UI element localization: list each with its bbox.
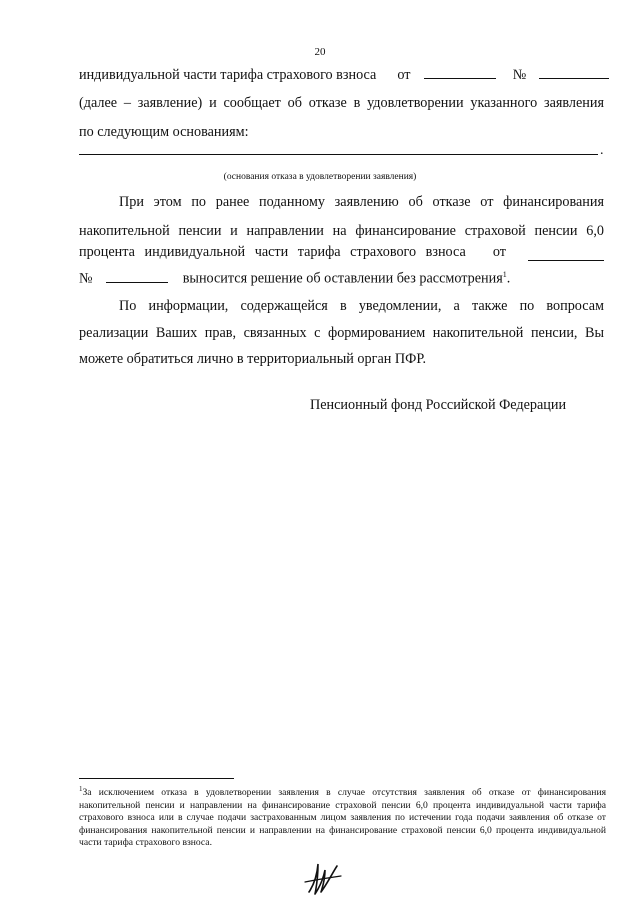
page-number: 20 xyxy=(314,46,326,58)
footnote xyxy=(79,783,606,850)
paragraph-2-line-4-end: . xyxy=(506,270,511,287)
text-line-1 xyxy=(79,64,604,84)
paragraph-2-line-3 xyxy=(79,243,604,261)
text-line-2: (далее – заявление) и сообщает об отказе в удовлетворении указанного заявления xyxy=(79,95,604,111)
paragraph-2-line-1: При этом по ранее поданному заявлению об отказе от финансирования xyxy=(119,194,604,210)
paragraph-2-line-3-from: от xyxy=(492,244,506,260)
signature-organization: Пенсионный фонд Российской Федерации xyxy=(310,397,567,413)
paragraph-2-line-4 xyxy=(79,266,604,288)
paragraph-2-line-2: накопительной пенсии и направлении на финансирование страховой пенсии 6,0 xyxy=(79,223,604,239)
footnote-marker: 1 xyxy=(79,785,83,793)
date-blank-2[interactable] xyxy=(528,246,604,261)
reason-blank-line[interactable] xyxy=(79,154,598,155)
paragraph-3-line-1: По информации, содержащейся в уведомлении, а также по вопросам xyxy=(119,298,604,314)
paragraph-3-line-3: можете обратиться лично в территориальный орган ПФР. xyxy=(79,351,426,367)
number-blank-2[interactable] xyxy=(106,268,168,283)
footnote-reference[interactable]: 1 xyxy=(502,270,507,279)
paragraph-3-line-2: реализации Ваших прав, связанных с формированием накопительной пенсии, Вы xyxy=(79,325,604,341)
date-blank-1[interactable] xyxy=(424,64,496,79)
number-blank-1[interactable] xyxy=(539,64,609,79)
handwritten-initials-icon xyxy=(303,858,345,903)
line-1-from: от xyxy=(397,67,411,83)
line-1-text: индивидуальной части тарифа страхового взноса xyxy=(79,67,377,83)
reason-end-dot: . xyxy=(600,143,604,158)
paragraph-2-line-3-text: процента индивидуальной части тарифа страхового взноса xyxy=(79,244,466,260)
footnote-divider xyxy=(79,778,234,779)
reason-caption: (основания отказа в удовлетворении заявления) xyxy=(223,172,417,182)
footnote-text: За исключением отказа в удовлетворении заявления в случае отсутствия заявления об отказе от финансирования накопительной пенсии и направлении на финансирование страховой пенсии 6,0 процента индивидуальной части тарифа страхового взноса или в случае подачи застрахованным лицом заявления по истечении года подачи заявления об отказе от финансирования накопительной пенсии и направлении на финансирование страховой пенсии 6,0 процента индивидуальной части тарифа страхового взноса. xyxy=(79,787,606,849)
paragraph-2-line-4-text: выносится решение об оставлении без рассмотрения xyxy=(182,270,503,287)
line-1-number-sign: № xyxy=(512,67,527,83)
paragraph-2-line-4-number-sign: № xyxy=(79,270,93,287)
text-line-3: по следующим основаниям: xyxy=(79,124,249,140)
